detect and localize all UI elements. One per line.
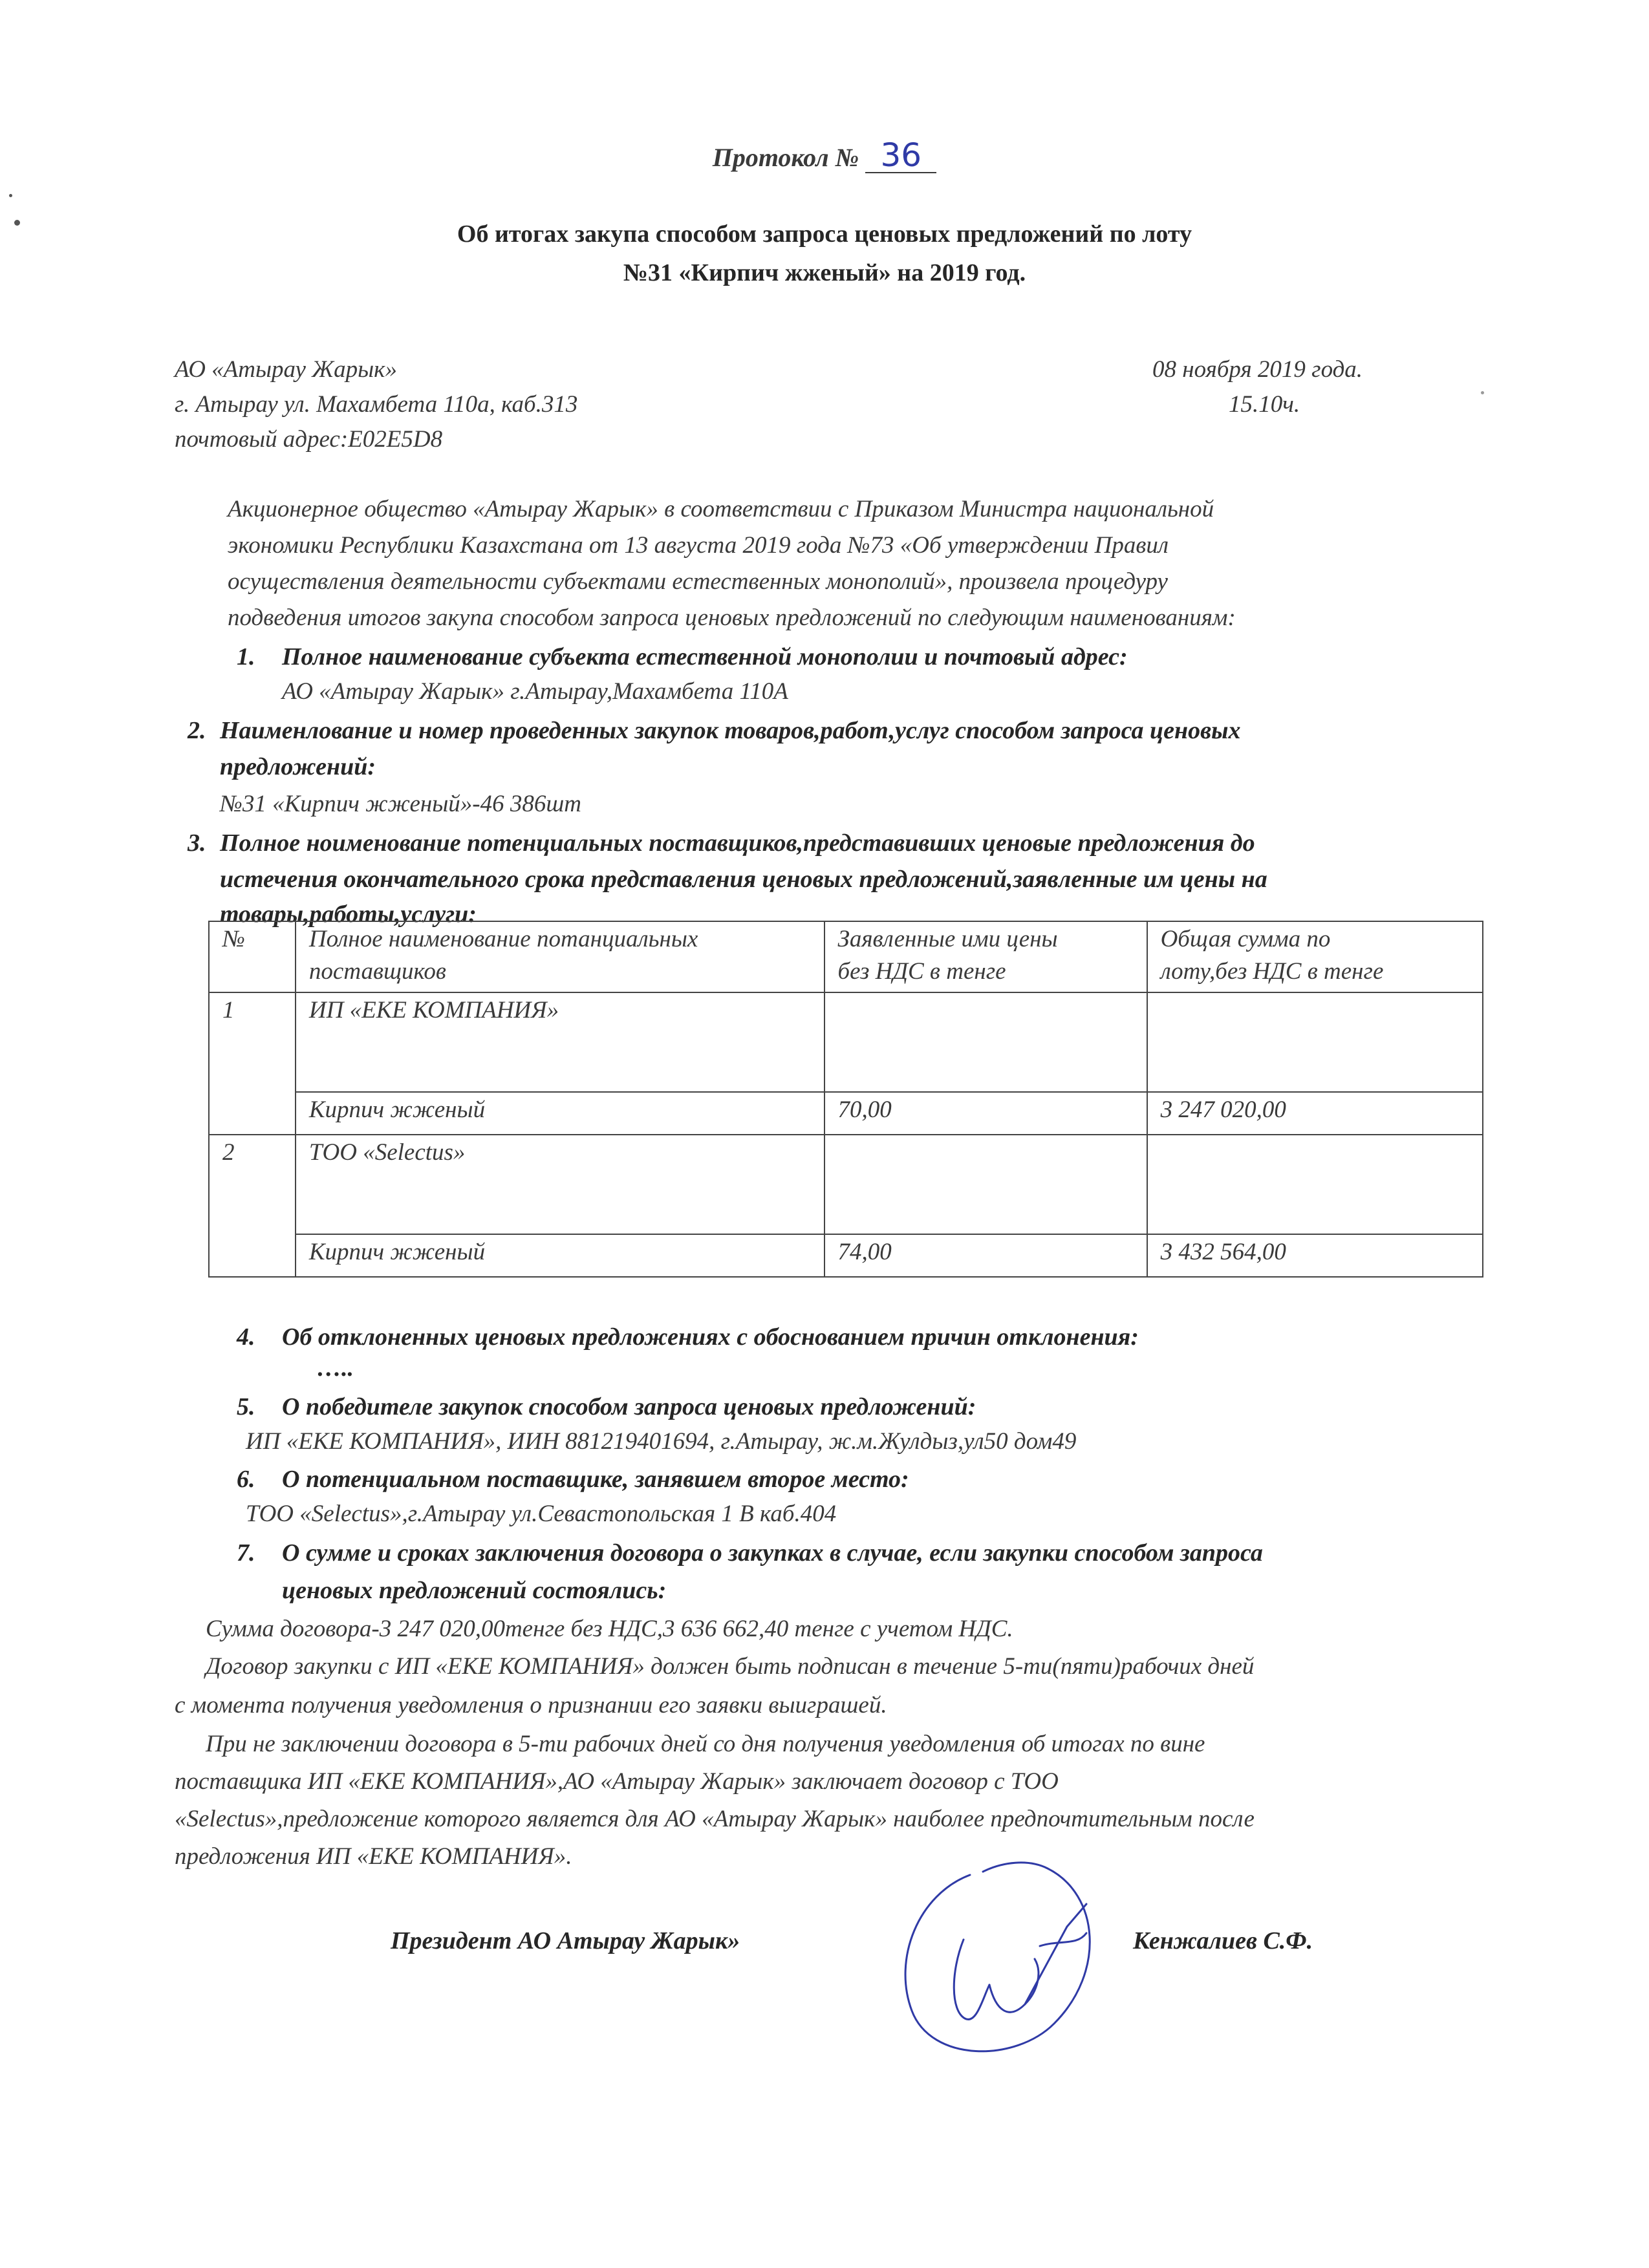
subject-line: Об итогах закупа способом запроса ценовых предложений по лоту xyxy=(457,220,1192,248)
table-row xyxy=(209,1092,1483,1135)
item-1-heading: Полное наименование субъекта естественной монополии и почтовый адрес: xyxy=(282,643,1128,670)
item-3-heading-line: товары,работы,услуги: xyxy=(220,901,477,928)
table-row xyxy=(209,1234,1483,1277)
protocol-date: 08 ноября 2019 года. xyxy=(1152,356,1363,383)
header-supplier xyxy=(296,921,824,992)
protocol-number: 36 xyxy=(865,138,936,173)
item-7-number: 7. xyxy=(237,1539,255,1567)
item-2-heading-line: Наименлование и номер проведенных закупок товаров,работ,услуг способом запроса ценовых xyxy=(220,717,1241,744)
supplier-name: ИП «ЕКЕ КОМПАНИЯ» xyxy=(296,992,824,1092)
contract-sum: Сумма договора-3 247 020,00тенге без НДС,3 636 662,40 тенге с учетом НДС. xyxy=(206,1616,1013,1642)
intro-line: осуществления деятельности субъектами естественных монополий», произвела процедуру xyxy=(228,568,1168,595)
item-7-heading-line: ценовых предложений состоялись: xyxy=(282,1577,667,1604)
supplier-name: ТОО «Selectus» xyxy=(296,1135,824,1234)
table-row xyxy=(209,1135,1483,1234)
header-supplier-line: поставщиков xyxy=(308,958,446,985)
item-2-value: №31 «Кирпич жженый»-46 386шт xyxy=(220,791,582,817)
header-num: № xyxy=(209,921,296,992)
org-postal-address: почтовый адрес:E02E5D8 xyxy=(175,426,443,453)
intro-line: экономики Республики Казахстана от 13 августа 2019 года №73 «Об утверждении Правил xyxy=(228,532,1169,559)
org-name: АО «Атырау Жарык» xyxy=(175,356,397,383)
item-6-value: ТОО «Selectus»,г.Атырау ул.Севастопольская 1 В каб.404 xyxy=(246,1501,837,1527)
protocol-subject xyxy=(0,215,1649,292)
header-total xyxy=(1147,921,1483,992)
protocol-title xyxy=(0,138,1649,173)
header-supplier-line: Полное наименование потанциальных xyxy=(308,926,698,952)
item-2-number: 2. xyxy=(188,717,206,744)
item-price: 74,00 xyxy=(824,1234,1147,1277)
fallback-line: поставщика ИП «ЕКЕ КОМПАНИЯ»,АО «Атырау Жарык» заключает договор с ТОО xyxy=(175,1768,1059,1795)
item-7-heading-line: О сумме и сроках заключения договора о закупках в случае, если закупки способом запроса xyxy=(282,1539,1263,1567)
item-4-heading: Об отклоненных ценовых предложениях с обоснованием причин отклонения: xyxy=(282,1323,1139,1351)
item-total: 3 432 564,00 xyxy=(1147,1234,1483,1277)
handwritten-signature xyxy=(892,1849,1125,2069)
scan-speck xyxy=(9,194,12,197)
signatory-name: Кенжалиев С.Ф. xyxy=(1133,1927,1313,1954)
org-address: г. Атырау ул. Махамбета 110а, каб.313 xyxy=(175,391,578,418)
subject-line: №31 «Кирпич жженый» на 2019 год. xyxy=(623,259,1026,286)
item-5-number: 5. xyxy=(237,1393,255,1420)
fallback-line: предложения ИП «ЕКЕ КОМПАНИЯ». xyxy=(175,1843,572,1870)
item-5-value: ИП «ЕКЕ КОМПАНИЯ», ИИН 881219401694, г.Атырау, ж.м.Жулдыз,ул50 дом49 xyxy=(246,1428,1077,1455)
header-total-line: Общая сумма по xyxy=(1160,926,1331,952)
table-row xyxy=(209,992,1483,1092)
contract-terms-line: Договор закупки с ИП «ЕКЕ КОМПАНИЯ» должен быть подписан в течение 5-ти(пяти)рабочих дней xyxy=(206,1653,1255,1680)
table-header-row xyxy=(209,921,1483,992)
row-number: 1 xyxy=(209,992,296,1135)
item-4-value: ….. xyxy=(317,1354,354,1382)
row-number: 2 xyxy=(209,1135,296,1277)
fallback-line: При не заключении договора в 5-ти рабочих дней со дня получения уведомления об итогах по вине xyxy=(206,1731,1205,1757)
empty-cell xyxy=(824,1135,1147,1234)
item-name: Кирпич жженый xyxy=(296,1234,824,1277)
protocol-title-label: Протокол № xyxy=(712,143,859,172)
item-1-number: 1. xyxy=(237,643,255,670)
scan-speck xyxy=(1481,391,1484,394)
protocol-time: 15.10ч. xyxy=(1229,391,1300,418)
signatory-position: Президент АО Атырау Жарык» xyxy=(391,1927,740,1954)
item-1-value: АО «Атырау Жарык» г.Атырау,Махамбета 110А xyxy=(282,678,788,705)
contract-terms-line: с момента получения уведомления о признании его заявки выиграшей. xyxy=(175,1692,887,1718)
empty-cell xyxy=(1147,992,1483,1092)
item-4-number: 4. xyxy=(237,1323,255,1351)
item-6-number: 6. xyxy=(237,1466,255,1493)
empty-cell xyxy=(824,992,1147,1092)
header-price-line: Заявленные ими цены xyxy=(837,926,1058,952)
item-3-heading-line: Полное ноименование потенциальных поставщиков,представивших ценовые предложения до xyxy=(220,829,1255,857)
item-3-number: 3. xyxy=(188,829,206,857)
item-6-heading: О потенциальном поставщике, занявшем второе место: xyxy=(282,1466,909,1493)
header-price xyxy=(824,921,1147,992)
item-2-heading-line: предложений: xyxy=(220,753,376,780)
signature-ink xyxy=(905,1863,1090,2051)
suppliers-table xyxy=(208,921,1483,1278)
item-3-heading-line: истечения окончательного срока представления ценовых предложений,заявленные им цены на xyxy=(220,866,1267,893)
fallback-line: «Selectus»,предложение которого является для АО «Атырау Жарык» наиболее предпочтительным после xyxy=(175,1806,1255,1832)
header-total-line: лоту,без НДС в тенге xyxy=(1160,958,1384,985)
item-5-heading: О победителе закупок способом запроса ценовых предложений: xyxy=(282,1393,976,1420)
header-price-line: без НДС в тенге xyxy=(837,958,1006,985)
item-name: Кирпич жженый xyxy=(296,1092,824,1135)
intro-line: Акционерное общество «Атырау Жарык» в соответствии с Приказом Министра национальной xyxy=(228,496,1214,522)
item-price: 70,00 xyxy=(824,1092,1147,1135)
item-total: 3 247 020,00 xyxy=(1147,1092,1483,1135)
intro-line: подведения итогов закупа способом запроса ценовых предложений по следующим наименованиям: xyxy=(228,604,1236,631)
empty-cell xyxy=(1147,1135,1483,1234)
